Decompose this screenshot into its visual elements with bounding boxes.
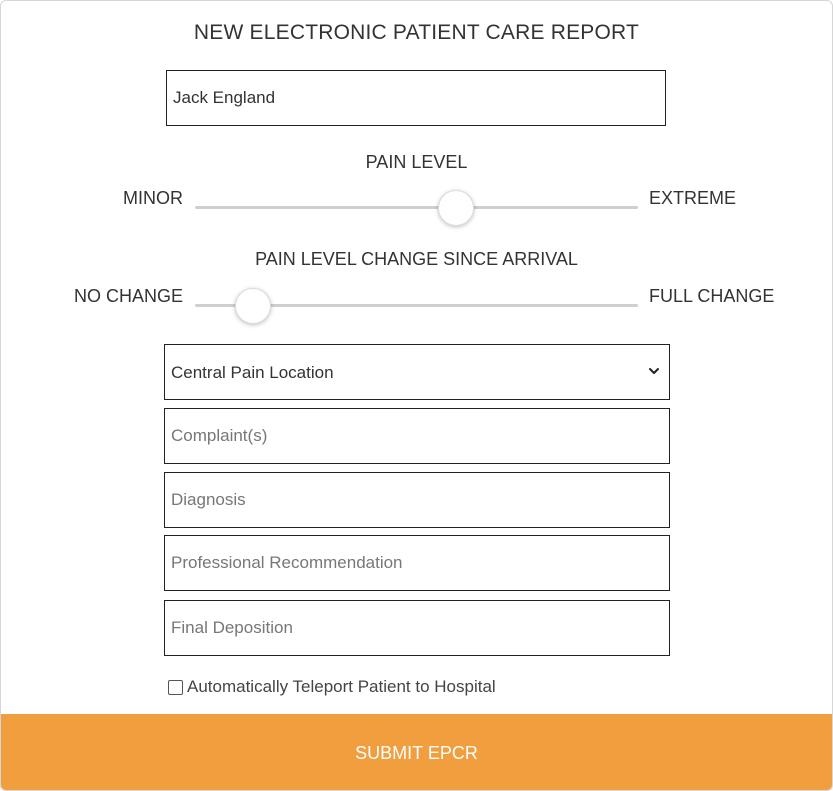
submit-epcr-button[interactable]: SUBMIT EPCR: [1, 714, 832, 790]
form-title: NEW ELECTRONIC PATIENT CARE REPORT: [193, 21, 640, 44]
complaints-input[interactable]: [164, 408, 670, 464]
teleport-checkbox[interactable]: [168, 680, 183, 695]
pain-change-slider-thumb[interactable]: [235, 288, 271, 324]
final-deposition-input[interactable]: [164, 600, 670, 656]
patient-name-input[interactable]: [166, 70, 666, 126]
pain-level-title: PAIN LEVEL: [365, 152, 468, 172]
chevron-down-icon: [647, 364, 661, 378]
diagnosis-input[interactable]: [164, 472, 670, 528]
pain-change-slider[interactable]: [195, 304, 638, 307]
pain-level-slider[interactable]: [195, 206, 638, 209]
teleport-label[interactable]: Automatically Teleport Patient to Hospital: [187, 677, 496, 696]
pain-location-value: Central Pain Location: [171, 363, 334, 382]
recommendation-input[interactable]: [164, 535, 670, 591]
pain-location-select[interactable]: [164, 344, 670, 400]
pain-change-title: PAIN LEVEL CHANGE SINCE ARRIVAL: [255, 249, 578, 269]
teleport-option: [168, 675, 496, 699]
pain-change-min-label: NO CHANGE: [74, 286, 184, 306]
pain-level-max-label: EXTREME: [649, 188, 737, 208]
pain-level-slider-thumb[interactable]: [438, 190, 474, 226]
pain-change-max-label: FULL CHANGE: [649, 286, 775, 306]
pain-level-min-label: MINOR: [123, 188, 183, 208]
